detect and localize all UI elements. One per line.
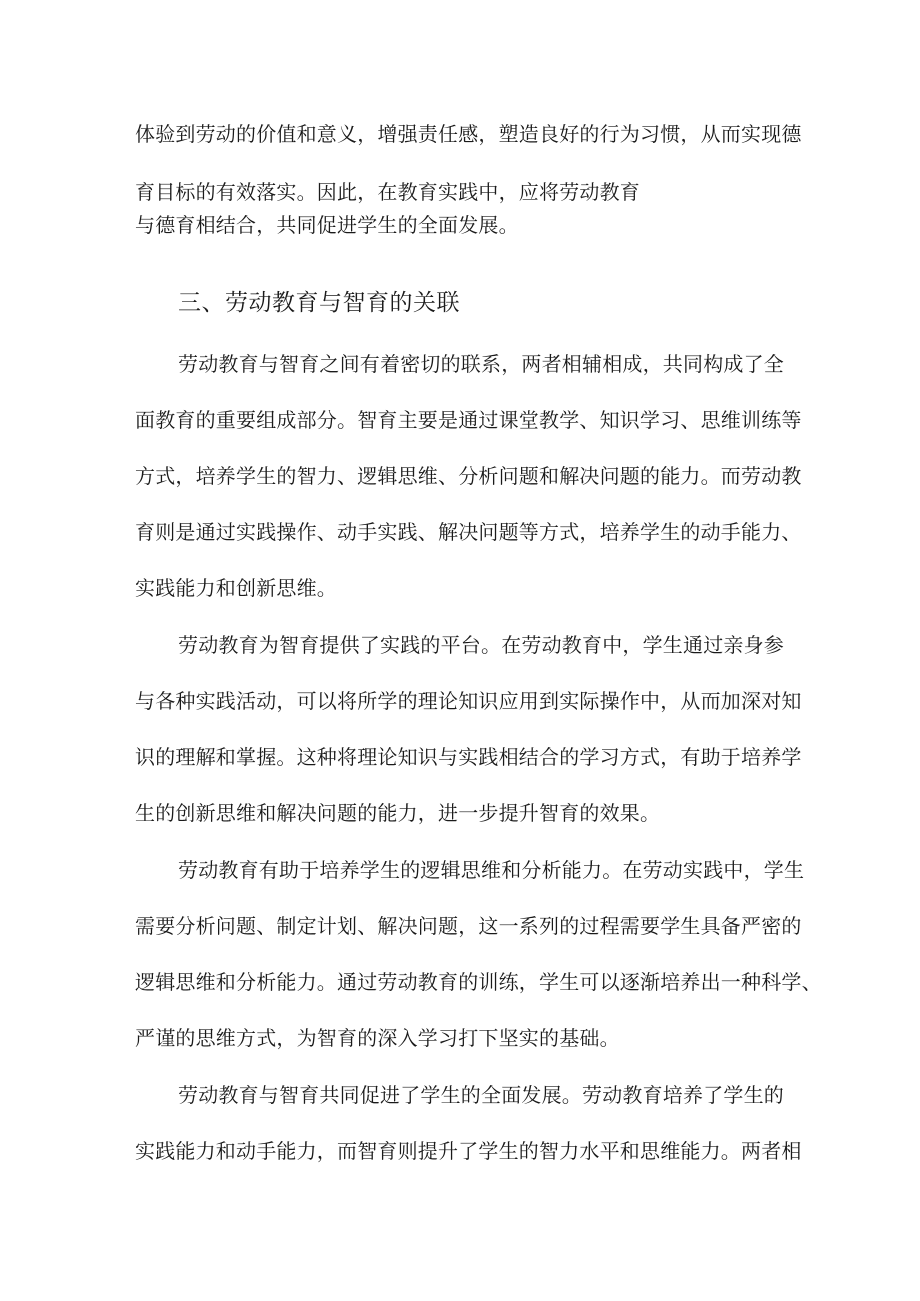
text-line: 严谨的思维方式，为智育的深入学习打下坚实的基础。: [135, 1026, 620, 1050]
text-line: 育则是通过实践操作、动手实践、解决问题等方式，培养学生的动手能力、: [135, 520, 802, 544]
text-line: 识的理解和掌握。这种将理论知识与实践相结合的学习方式，有助于培养学: [135, 745, 802, 769]
text-line: 实践能力和创新思维。: [135, 576, 337, 600]
text-line: 逻辑思维和分析能力。通过劳动教育的训练，学生可以逐渐培养出一种科学、: [135, 970, 822, 994]
paragraph-first-line: 劳动教育有助于培养学生的逻辑思维和分析能力。在劳动实践中，学生: [178, 858, 805, 882]
paragraph-first-line: 劳动教育与智育共同促进了学生的全面发展。劳动教育培养了学生的: [178, 1083, 784, 1107]
text-line: 育目标的有效落实。因此，在教育实践中，应将劳动教育: [135, 180, 640, 204]
text-line: 体验到劳动的价值和意义，增强责任感，塑造良好的行为习惯，从而实现德: [135, 122, 802, 146]
paragraph-first-line: 劳动教育为智育提供了实践的平台。在劳动教育中，学生通过亲身参: [178, 633, 784, 657]
text-line: 方式，培养学生的智力、逻辑思维、分析问题和解决问题的能力。而劳动教: [135, 464, 802, 488]
text-line: 生的创新思维和解决问题的能力，进一步提升智育的效果。: [135, 801, 661, 825]
text-line: 面教育的重要组成部分。智育主要是通过课堂教学、知识学习、思维训练等: [135, 408, 802, 432]
text-line: 与德育相结合，共同促进学生的全面发展。: [135, 213, 519, 237]
text-line: 与各种实践活动，可以将所学的理论知识应用到实际操作中，从而加深对知: [135, 689, 802, 713]
paragraph-first-line: 劳动教育与智育之间有着密切的联系，两者相辅相成，共同构成了全: [178, 352, 784, 376]
text-line: 需要分析问题、制定计划、解决问题，这一系列的过程需要学生具备严密的: [135, 914, 802, 938]
text-line: 实践能力和动手能力，而智育则提升了学生的智力水平和思维能力。两者相: [135, 1139, 802, 1163]
section-heading: 三、劳动教育与智育的关联: [178, 290, 460, 316]
